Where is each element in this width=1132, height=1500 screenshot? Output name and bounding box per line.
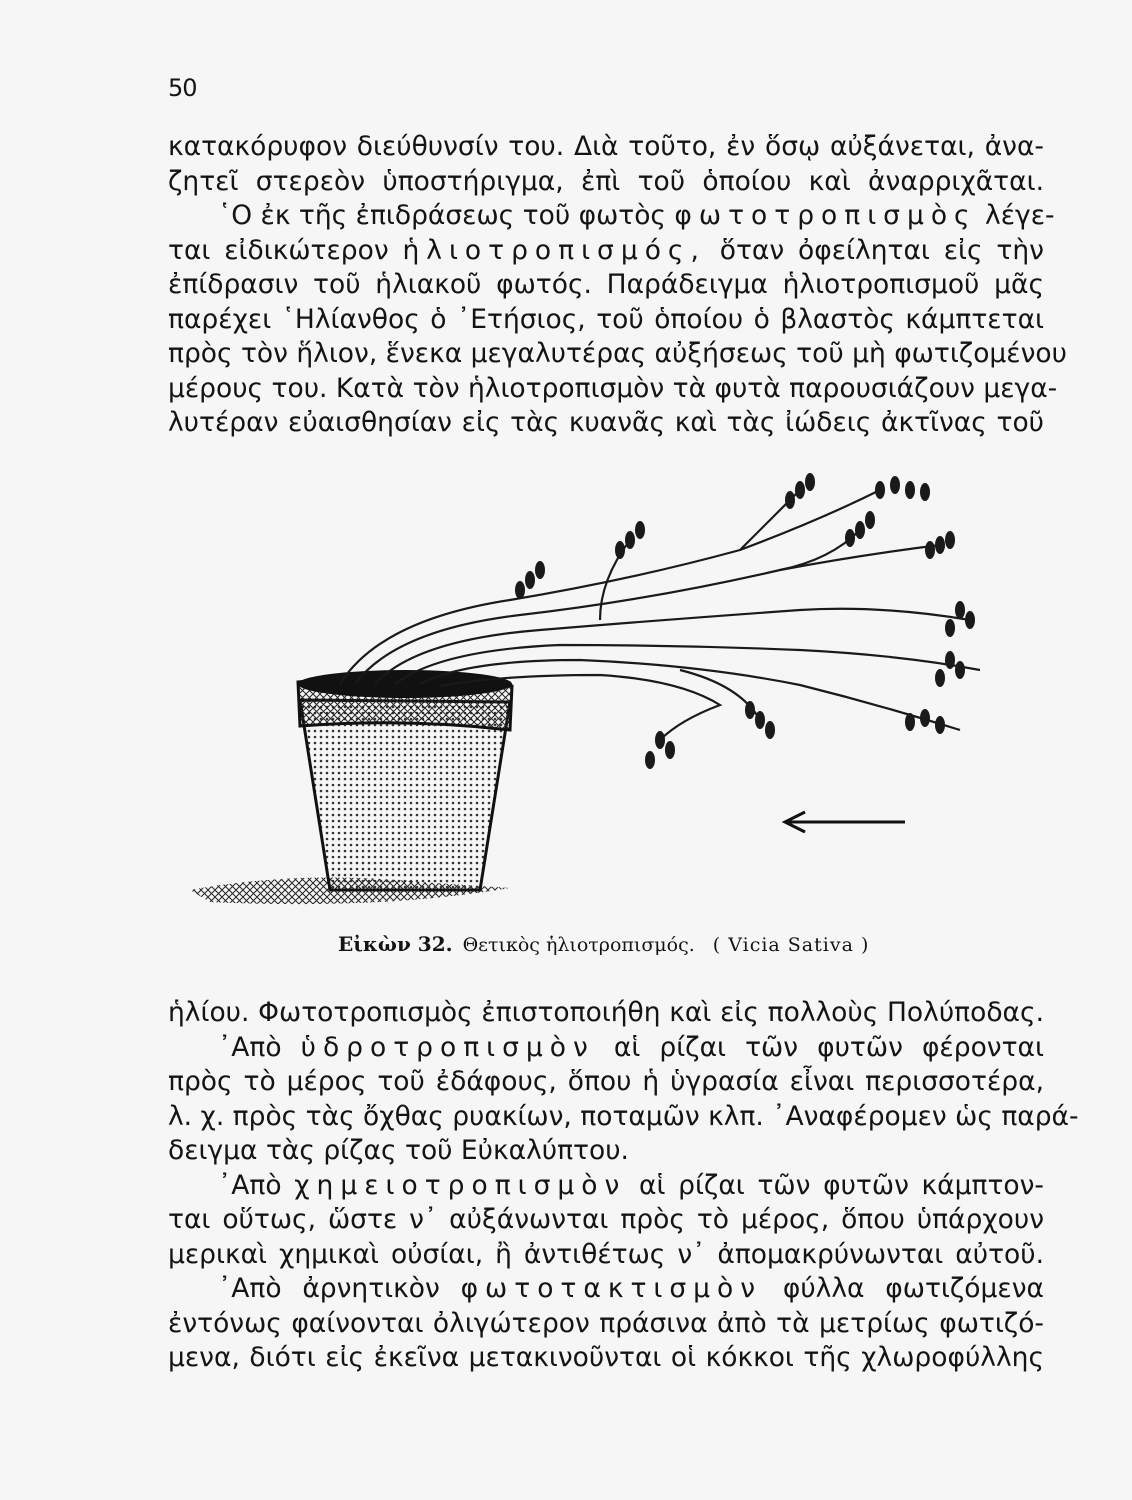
text-line: μέρους του. Κατὰ τὸν ἡλιοτροπισμὸν τὰ φυτὰ παρουσιάζουν μεγα- (168, 372, 1058, 404)
leaf-clusters (515, 473, 975, 769)
text-line: μενα, διότι εἰς ἐκεῖνα μετακινοῦνται οἱ κόκκοι τῆς χλωροφύλλης (168, 1342, 1044, 1373)
text-line (168, 1272, 1044, 1307)
text-line: παρέχει ῾Ηλίανθος ὁ ᾿Ετήσιος, τοῦ ὁποίου ὁ βλαστὸς κάμπτεται (168, 303, 1044, 335)
text-block-bottom (168, 996, 1079, 1376)
text-run: λέγε- (985, 200, 1055, 231)
text-line: ἐντόνως φαίνονται ὀλιγώτερον πράσινα ἀπὸ τὰ μετρίως φωτιζό- (168, 1307, 1044, 1339)
figure-caption (338, 932, 869, 956)
text-line: ζητεῖ στερεὸν ὑποστήριγμα, ἐπὶ τοῦ ὁποίου καὶ ἀναρριχᾶται. (168, 165, 1044, 197)
text-line: λ. χ. πρὸς τὰς ὄχθας ρυακίων, ποταμῶν κλπ. ᾿Αναφέρομεν ὡς παρά- (168, 1100, 1079, 1132)
emphasized-term: φωτοτακτισμὸν (460, 1273, 763, 1304)
emphasized-term: χημειοτροπισμὸν (294, 1169, 627, 1201)
page-number: 50 (168, 74, 197, 102)
text-line (168, 199, 1055, 234)
text-line (168, 234, 1044, 269)
text-run: ᾿Απὸ (218, 1031, 282, 1063)
text-line: πρὸς τὸ μέρος τοῦ ἐδάφους, ὅπου ἡ ὑγρασία εἶναι περισσοτέρα, (168, 1066, 1044, 1097)
text-line: ται οὕτως, ὥστε ν᾿ αὐξάνωνται πρὸς τὸ μέρος, ὅπου ὑπάρχουν (168, 1204, 1044, 1235)
text-line (168, 1169, 1044, 1204)
figure-caption-text: Θετικὸς ἡλιοτροπισμός. (462, 934, 695, 956)
text-line: κατακόρυφον διεύθυνσίν του. Διὰ τοῦτο, ἐν ὅσῳ αὐξάνεται, ἀνα- (168, 131, 1044, 162)
light-direction-arrow (785, 812, 905, 832)
text-run: φύλλα φωτιζόμενα (782, 1273, 1044, 1304)
text-run: αἱ ρίζαι τῶν φυτῶν φέρονται (613, 1031, 1044, 1063)
text-block-top (168, 130, 1067, 441)
text-line: λυτέραν εὐαισθησίαν εἰς τὰς κυανᾶς καὶ τὰς ἰώδεις ἀκτῖνας τοῦ (168, 407, 1044, 438)
text-run: ᾿Απὸ ἀρνητικὸν (218, 1273, 440, 1304)
figure-label: Εἰκὼν 32. (338, 932, 453, 956)
text-line: πρὸς τὸν ἥλιον, ἕνεκα μεγαλυτέρας αὐξήσεως τοῦ μὴ φωτιζομένου (168, 338, 1067, 369)
text-run: αἱ ρίζαι τῶν φυτῶν κάμπτον- (639, 1169, 1044, 1201)
text-run: ᾿Απὸ (218, 1169, 282, 1201)
text-line: μερικαὶ χημικαὶ οὐσίαι, ἢ ἀντιθέτως ν᾿ ἀπομακρύνωνται αὐτοῦ. (168, 1238, 1044, 1270)
emphasized-term: ἡλιοτροπισμός, (402, 234, 706, 266)
text-line: δειγμα τὰς ρίζας τοῦ Εὐκαλύπτου. (168, 1135, 629, 1166)
emphasized-term: φωτοτροπισμὸς (674, 200, 977, 231)
text-line: ἐπίδρασιν τοῦ ἡλιακοῦ φωτός. Παράδειγμα ἡλιοτροπισμοῦ μᾶς (168, 269, 1044, 300)
text-run: ται εἰδικώτερον (168, 234, 389, 266)
plant-pot-illustration (180, 470, 980, 920)
emphasized-term: ὑδροτροπισμὸν (300, 1031, 595, 1063)
text-run: ῾Ο ἐκ τῆς ἐπιδράσεως τοῦ φωτὸς (218, 200, 666, 231)
text-line: ἡλίου. Φωτοτροπισμὸς ἐπιστοποιήθη καὶ εἰς πολλοὺς Πολύποδας. (168, 997, 1044, 1028)
text-run: ὅταν ὀφείληται εἰς τὴν (719, 234, 1044, 266)
text-line (168, 1031, 1044, 1066)
flower-pot (298, 670, 512, 890)
figure-latin-name: ( Vicia Sativa ) (712, 934, 870, 956)
